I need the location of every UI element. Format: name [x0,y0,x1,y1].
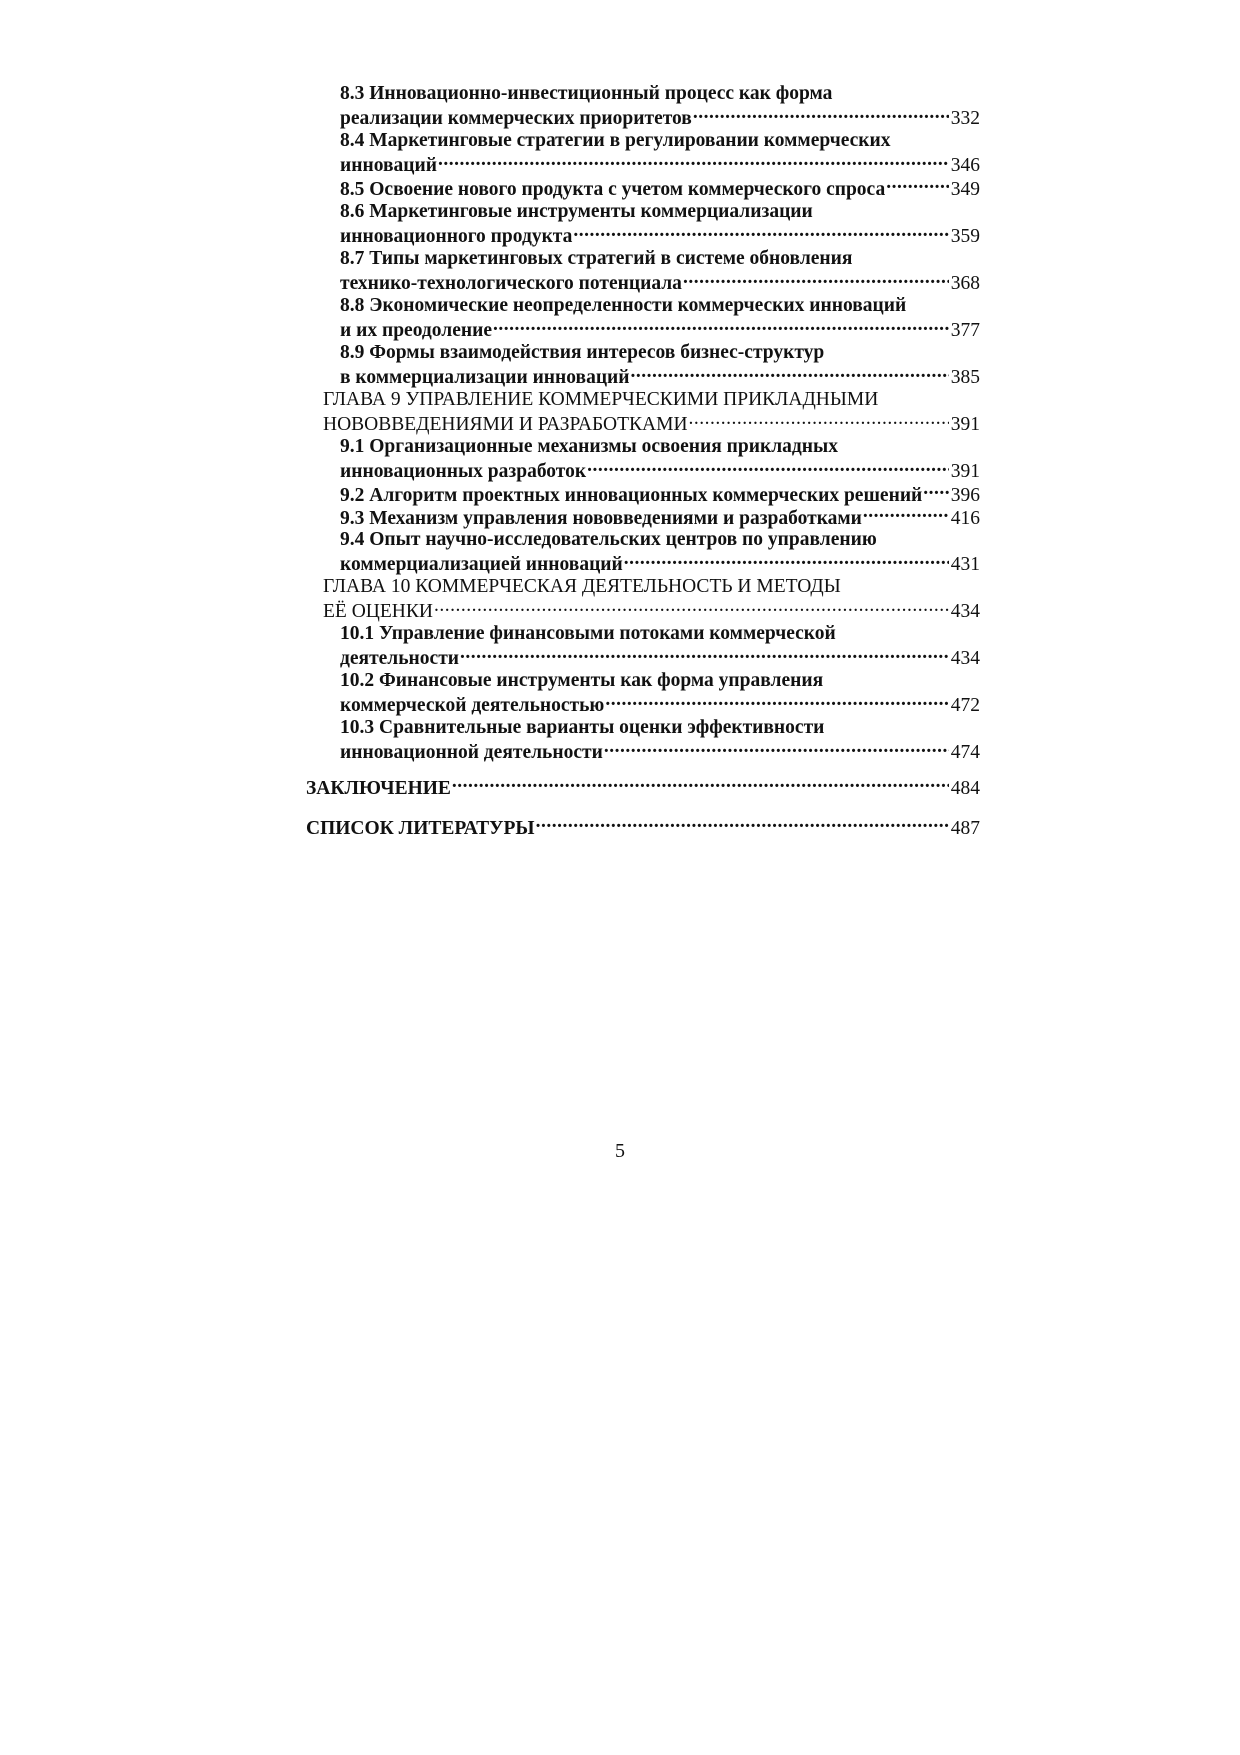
toc-entry-title: инновационных разработок [340,461,587,483]
toc-entry-line [323,599,980,624]
toc-entry-line [340,622,980,646]
leader-dots [605,693,948,712]
toc-conclusion [306,775,980,800]
toc-entry-line [340,294,980,318]
toc-entry-title: 8.3 Инновационно-инвестиционный процесс как форма [340,83,833,104]
toc-entry-9-1 [340,435,980,484]
toc-entry-8-5 [340,176,980,201]
leader-dots [886,176,949,195]
toc-entry-title: СПИСОК ЛИТЕРАТУРЫ [306,817,535,839]
toc-entry-line [340,247,980,271]
toc-page-number: 434 [950,648,980,670]
toc-entry-title: 8.5 Освоение нового продукта с учетом коммерческого спроса [340,178,886,200]
toc-entry-title: 9.1 Организационные механизмы освоения прикладных [340,436,838,457]
toc-entry-line [340,341,980,365]
toc-page-number: 391 [950,414,980,436]
toc-entry-title: 9.2 Алгоритм проектных инновационных коммерческих решений [340,484,923,506]
toc-entry-line [323,575,980,599]
toc-entry-line [340,200,980,224]
toc-entry-line [306,775,980,800]
toc-page-number: 431 [950,554,980,576]
leader-dots [631,365,949,384]
toc-entry-line [340,482,980,507]
toc-entry-8-3 [340,82,980,131]
toc-entry-title: инновационной деятельности [340,742,603,764]
toc-entry-line [340,318,980,343]
toc-entry-title: в коммерциализации инноваций [340,367,630,389]
toc-page-number: 385 [950,367,980,389]
toc-page-number: 368 [950,273,980,295]
toc-entry-9-2 [340,482,980,507]
page-number: 5 [615,1140,625,1162]
toc-entry-title: 9.3 Механизм управления нововведениями и разработками [340,507,862,529]
leader-dots [434,599,949,618]
toc-page-number: 391 [950,461,980,483]
toc-entry-line [340,129,980,153]
toc-page-number: 396 [950,484,980,506]
toc-page-number: 377 [950,320,980,342]
toc-entry-line [340,740,980,765]
leader-dots [573,224,948,243]
toc-chapter-title: НОВОВВЕДЕНИЯМИ И РАЗРАБОТКАМИ [323,414,688,436]
toc-page-number: 474 [950,742,980,764]
leader-dots [452,775,949,794]
toc-entry-8-7 [340,247,980,296]
toc-entry-title: инноваций [340,155,437,177]
toc-entry-line [340,459,980,484]
toc-entry-title: 9.4 Опыт научно-исследовательских центров по управлению [340,529,877,550]
toc-entry-line [340,505,980,530]
toc-chapter-title: ГЛАВА 10 КОММЕРЧЕСКАЯ ДЕЯТЕЛЬНОСТЬ И МЕТОДЫ [323,576,841,597]
toc-entry-title: 10.3 Сравнительные варианты оценки эффективности [340,717,825,738]
leader-dots [460,646,949,665]
leader-dots [604,740,949,759]
toc-chapter-10 [323,575,980,624]
toc-entry-title: 8.4 Маркетинговые стратегии в регулировании коммерческих [340,130,891,151]
toc-entry-title: инновационного продукта [340,226,573,248]
toc-page-number: 484 [950,777,980,799]
toc-entry-9-3 [340,505,980,530]
toc-entry-9-4 [340,528,980,577]
toc-entry-10-1 [340,622,980,671]
toc-entry-title: 8.6 Маркетинговые инструменты коммерциализации [340,201,813,222]
toc-entry-line [340,153,980,178]
toc-entry-line [340,176,980,201]
toc-entry-8-4 [340,129,980,178]
toc-entry-line [340,106,980,131]
leader-dots [863,505,949,524]
toc-entry-10-3 [340,716,980,765]
toc-entry-line [340,693,980,718]
toc-page-number: 472 [950,695,980,717]
toc-references [306,815,980,840]
toc-entry-line [340,82,980,106]
toc-chapter-title: ГЛАВА 9 УПРАВЛЕНИЕ КОММЕРЧЕСКИМИ ПРИКЛАДНЫМИ [323,389,879,410]
leader-dots [536,815,949,834]
toc-entry-8-8 [340,294,980,343]
toc-page-number: 349 [950,178,980,200]
toc-entry-title: технико-технологического потенциала [340,273,682,295]
toc-page-number: 487 [950,817,980,839]
toc-page-number: 359 [950,226,980,248]
toc-entry-line [340,271,980,296]
toc-entry-line [340,716,980,740]
toc-entry-8-9 [340,341,980,390]
toc-entry-title: коммерческой деятельностью [340,695,605,717]
leader-dots [683,271,949,290]
leader-dots [493,318,949,337]
toc-entry-title: реализации коммерческих приоритетов [340,108,692,130]
toc-entry-title: 8.8 Экономические неопределенности коммерческих инноваций [340,295,907,316]
toc-entry-line [340,669,980,693]
toc-entry-line [340,365,980,390]
toc-entry-title: коммерциализацией инноваций [340,554,623,576]
leader-dots [923,482,948,501]
toc-entry-title: ЗАКЛЮЧЕНИЕ [306,777,451,799]
toc-page-number: 416 [950,507,980,529]
toc-entry-line [340,528,980,552]
toc-entry-title: 10.1 Управление финансовыми потоками коммерческой [340,623,836,644]
toc-entry-line [340,646,980,671]
toc-entry-line [340,224,980,249]
toc-entry-line [340,435,980,459]
toc-page-number: 332 [950,108,980,130]
toc-entry-line [306,815,980,840]
toc-entry-title: 8.7 Типы маркетинговых стратегий в системе обновления [340,248,853,269]
leader-dots [438,153,949,172]
toc-entry-title: деятельности [340,648,460,670]
leader-dots [624,552,949,571]
leader-dots [689,412,949,431]
toc-entry-title: 10.2 Финансовые инструменты как форма управления [340,670,824,691]
toc-entry-10-2 [340,669,980,718]
toc-entry-8-6 [340,200,980,249]
toc-chapter-title: ЕЁ ОЦЕНКИ [323,601,433,623]
toc-entry-line [340,552,980,577]
toc-page-number: 434 [950,601,980,623]
leader-dots [693,106,949,125]
toc-entry-line [323,412,980,437]
toc-entry-title: 8.9 Формы взаимодействия интересов бизнес-структур [340,342,825,363]
toc-page-number: 346 [950,155,980,177]
toc-chapter-9 [323,388,980,437]
toc-entry-line [323,388,980,412]
toc-entry-title: и их преодоление [340,320,492,342]
leader-dots [587,459,949,478]
